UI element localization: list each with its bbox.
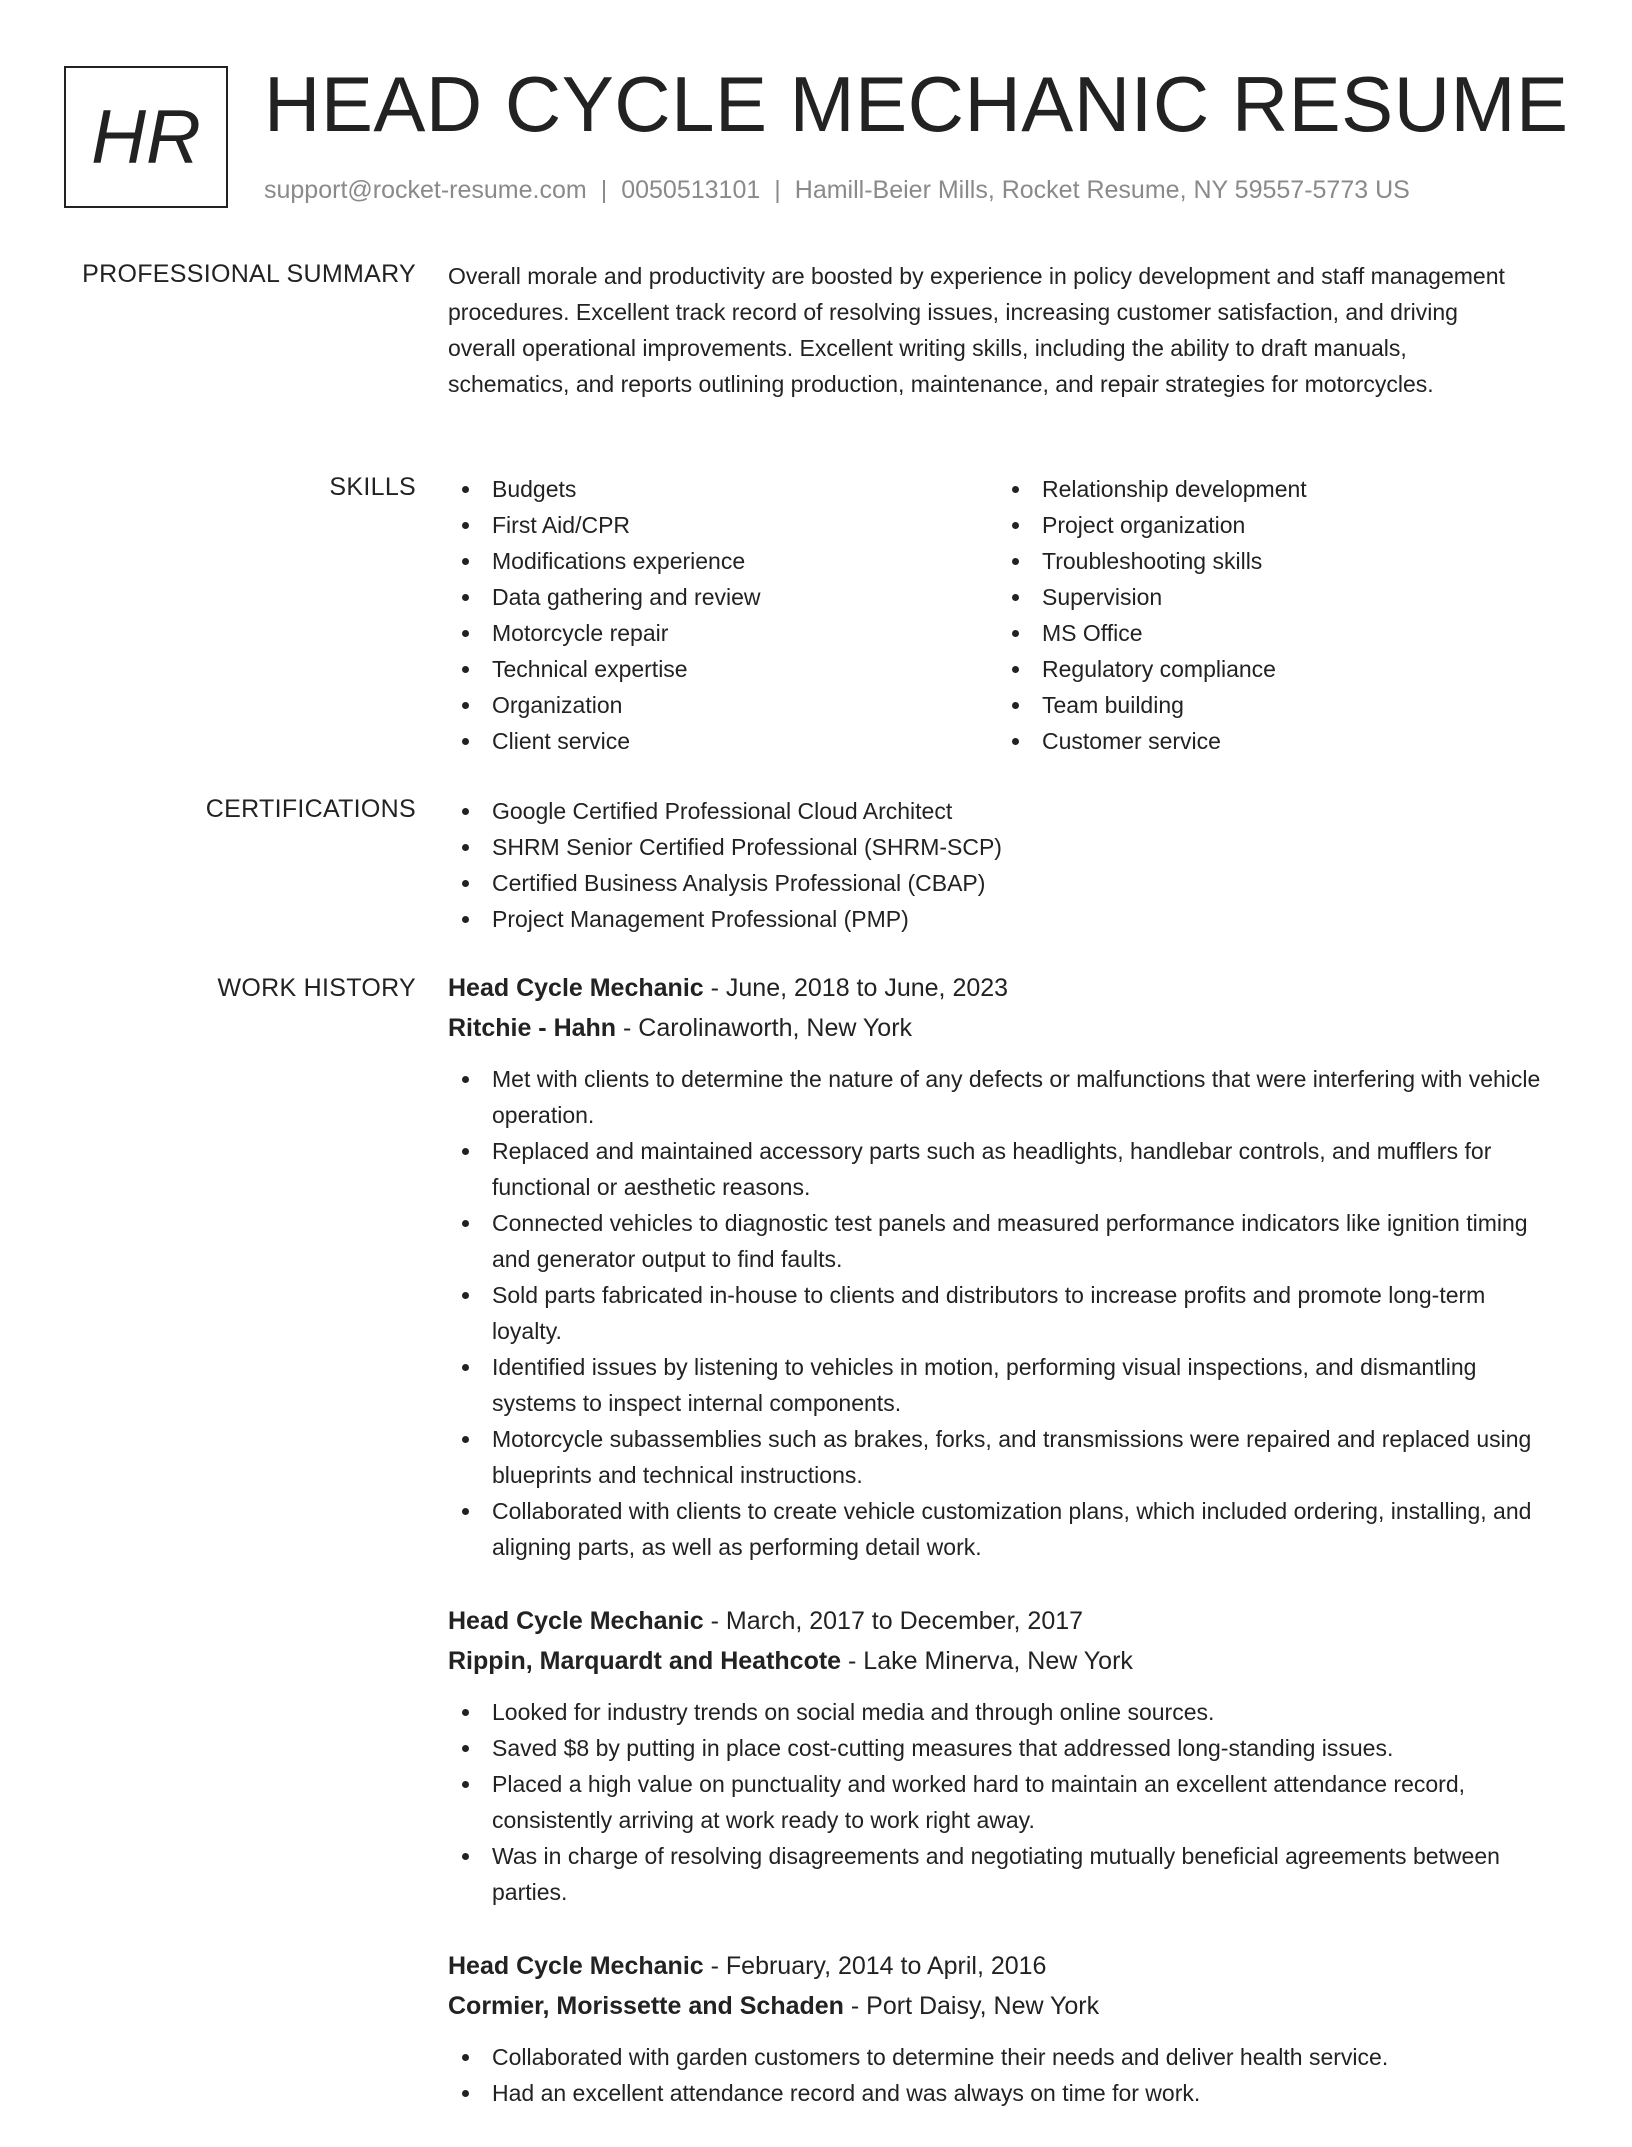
- job-bullet: Connected vehicles to diagnostic test panels and measured performance indicators like ignition timing and generator output to find faults.: [448, 1205, 1558, 1277]
- certification-item: Certified Business Analysis Professional (CBAP): [448, 865, 1558, 901]
- skill-item: Relationship development: [998, 471, 1548, 507]
- job-bullet: Placed a high value on punctuality and worked hard to maintain an excellent attendance record, consistently arriving at work ready to work right away.: [448, 1766, 1558, 1838]
- contact-separator: |: [774, 176, 781, 204]
- summary-body: [448, 258, 1558, 402]
- job-bullet-list: [448, 2039, 1558, 2111]
- job-bullet: Had an excellent attendance record and was always on time for work.: [448, 2075, 1558, 2111]
- certification-item: SHRM Senior Certified Professional (SHRM-SCP): [448, 829, 1558, 865]
- job-dates: - February, 2014 to April, 2016: [703, 1952, 1047, 1980]
- skill-item: Technical expertise: [448, 651, 998, 687]
- job-location: - Port Daisy, New York: [843, 1992, 1100, 2020]
- summary-heading: PROFESSIONAL SUMMARY: [82, 260, 416, 288]
- skill-item: Organization: [448, 687, 998, 723]
- skill-item: Client service: [448, 723, 998, 759]
- work-history-heading: WORK HISTORY: [217, 974, 416, 1002]
- job-entry: [448, 968, 1558, 1565]
- job-bullet: Was in charge of resolving disagreements and negotiating mutually beneficial agreements between parties.: [448, 1838, 1558, 1910]
- skill-item: Modifications experience: [448, 543, 998, 579]
- job-bullet-list: [448, 1061, 1558, 1565]
- contact-line: [264, 176, 1410, 205]
- job-title-line: [448, 968, 1558, 1008]
- job-company: Ritchie - Hahn: [448, 1014, 617, 1042]
- skills-heading: SKILLS: [329, 473, 416, 501]
- job-bullet: Saved $8 by putting in place cost-cutting measures that addressed long-standing issues.: [448, 1730, 1558, 1766]
- skill-item: Troubleshooting skills: [998, 543, 1548, 579]
- job-company: Cormier, Morissette and Schaden: [448, 1992, 844, 2020]
- contact-email[interactable]: support@rocket-resume.com: [264, 176, 587, 204]
- skills-list-right: [998, 471, 1548, 759]
- skills-body: [448, 471, 1558, 759]
- job-dates: - March, 2017 to December, 2017: [703, 1607, 1084, 1635]
- job-bullet: Looked for industry trends on social media and through online sources.: [448, 1694, 1558, 1730]
- certification-item: Google Certified Professional Cloud Architect: [448, 793, 1558, 829]
- job-bullet: Collaborated with clients to create vehicle customization plans, which included ordering, installing, and aligning parts, as well as performing detail work.: [448, 1493, 1558, 1565]
- contact-address: Hamill-Beier Mills, Rocket Resume, NY 59557-5773 US: [794, 176, 1410, 204]
- skill-item: Data gathering and review: [448, 579, 998, 615]
- skill-item: Regulatory compliance: [998, 651, 1548, 687]
- job-company: Rippin, Marquardt and Heathcote: [448, 1647, 842, 1675]
- contact-phone[interactable]: 0050513101: [621, 176, 761, 204]
- job-bullet: Identified issues by listening to vehicles in motion, performing visual inspections, and dismantling systems to inspect internal components.: [448, 1349, 1558, 1421]
- job-bullet: Met with clients to determine the nature of any defects or malfunctions that were interfering with vehicle operation.: [448, 1061, 1558, 1133]
- job-location: - Carolinaworth, New York: [616, 1014, 913, 1042]
- skill-item: Team building: [998, 687, 1548, 723]
- resume-title: HEAD CYCLE MECHANIC RESUME: [264, 60, 1569, 148]
- job-entry: [448, 1946, 1558, 2111]
- job-title-line: [448, 1601, 1558, 1641]
- skill-item: Supervision: [998, 579, 1548, 615]
- job-title-line: [448, 1946, 1558, 1986]
- job-title: Head Cycle Mechanic: [448, 1607, 704, 1635]
- skill-item: Budgets: [448, 471, 998, 507]
- job-bullet: Sold parts fabricated in-house to clients and distributors to increase profits and promote long-term loyalty.: [448, 1277, 1558, 1349]
- work-history-body: [448, 968, 1558, 2147]
- skill-item: First Aid/CPR: [448, 507, 998, 543]
- skill-item: MS Office: [998, 615, 1548, 651]
- job-entry: [448, 1601, 1558, 1910]
- job-bullet-list: [448, 1694, 1558, 1910]
- job-bullet: Motorcycle subassemblies such as brakes, forks, and transmissions were repaired and replaced using blueprints and technical instructions.: [448, 1421, 1558, 1493]
- job-company-line: [448, 1008, 1558, 1048]
- job-dates: - June, 2018 to June, 2023: [703, 974, 1009, 1002]
- certification-item: Project Management Professional (PMP): [448, 901, 1558, 937]
- skill-item: Motorcycle repair: [448, 615, 998, 651]
- certifications-heading: CERTIFICATIONS: [205, 795, 416, 823]
- skill-item: Project organization: [998, 507, 1548, 543]
- job-title: Head Cycle Mechanic: [448, 1952, 704, 1980]
- skills-list-left: [448, 471, 998, 759]
- summary-text: Overall morale and productivity are boosted by experience in policy development and staff management procedures. Excellent track record of resolving issues, increasing customer satisfaction, and driving overall operational improvements. Excellent writing skills, including the ability to draft manuals, schematics, and reports outlining production, maintenance, and repair strategies for motorcycles.: [448, 263, 1505, 397]
- skill-item: Customer service: [998, 723, 1548, 759]
- job-company-line: [448, 1986, 1558, 2026]
- job-bullet: Replaced and maintained accessory parts such as headlights, handlebar controls, and mufflers for functional or aesthetic reasons.: [448, 1133, 1558, 1205]
- certifications-list: [448, 793, 1558, 937]
- job-bullet: Collaborated with garden customers to determine their needs and deliver health service.: [448, 2039, 1558, 2075]
- job-title: Head Cycle Mechanic: [448, 974, 704, 1002]
- certifications-body: [448, 793, 1558, 937]
- job-company-line: [448, 1641, 1558, 1681]
- contact-separator: |: [600, 176, 608, 204]
- job-location: - Lake Minerva, New York: [841, 1647, 1133, 1675]
- monogram: HR: [64, 66, 228, 208]
